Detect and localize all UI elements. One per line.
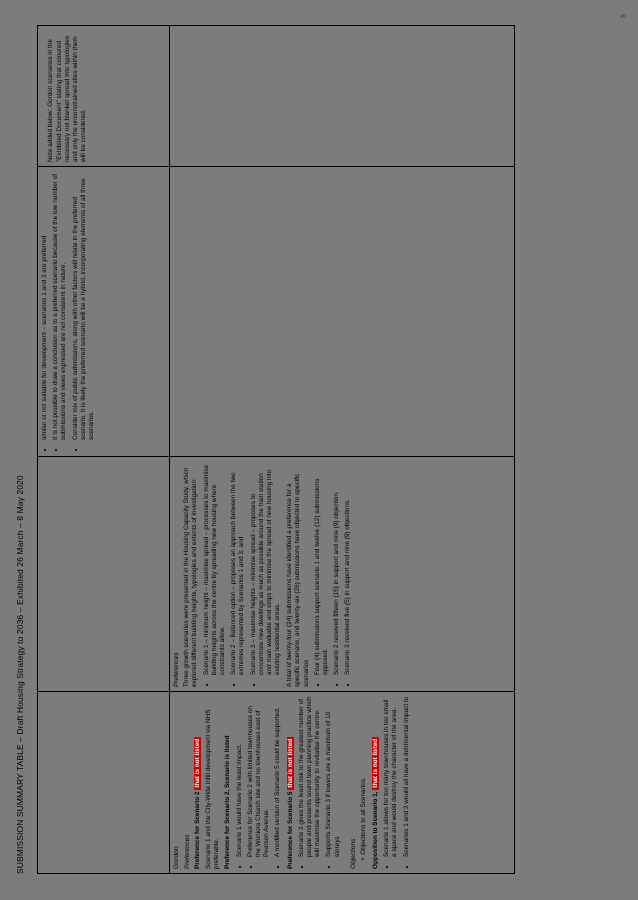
issue-paragraph-2: A total of twenty-four (24) submissions have identified a preference for a specific scenario, and twenty-six (26) submissions have objected to specific scenarios — [286, 473, 310, 687]
preference-line-2 — [205, 696, 221, 869]
redacted-highlight: that is not listed — [372, 738, 380, 788]
preferences-heading: Preferences — [183, 834, 191, 869]
page-number: 5 — [621, 14, 628, 18]
cell-submitter-gordon — [170, 692, 515, 874]
issue-paragraph: Three growth scenarios were presented in the Housing Capacity Study, which explored different building heights, typologies and extents of investigation: — [183, 467, 199, 687]
cell-issue-continued — [38, 457, 170, 692]
list-item: • Preference for Scenario 2 with limited townhouses on the Woniora Church site and no townhouses east of Pearson Avenue. — [247, 696, 272, 858]
list-item: • Objections to all Scenarios. — [360, 696, 368, 861]
list-item: • It is not possible to draw a conclusion as to a preferred scenario because of the low number of submissions and views expressed are not consistent in nature. — [52, 171, 68, 441]
recommendation-note: Note added below: Gordon scenarios in the "Exhibited Document" stating that coloured necessary not blanket spread into typologies and only the unconstrained sites within them will be considered. — [47, 35, 88, 162]
preference-bullet-list — [236, 696, 283, 869]
preference-line-2-text: Scenario 1 and the City-Wide infill development via NHS preferable. — [205, 709, 221, 869]
cell-issue-gordon — [170, 457, 515, 692]
cell-response-continued — [38, 167, 170, 457]
scenario-bullet-list — [203, 461, 283, 687]
preference-line-1 — [194, 696, 202, 869]
list-item: • Scenario 3 received five (5) in support and nine (9) objections. — [344, 461, 352, 676]
redacted-highlight: that is not listed — [193, 738, 201, 788]
page-title: SUBMISSION SUMMARY TABLE – Draft Housing Strategy to 2036 – Exhibited 26 March – 8 May 2020 — [15, 475, 25, 874]
list-item: • Scenario 1 would have the least impact. — [236, 696, 244, 858]
list-item: • Four (4) submissions support scenario 1 and twelve (12) submissions opposed. — [314, 461, 330, 676]
cell-response-gordon — [170, 167, 515, 457]
table-row — [170, 26, 515, 874]
objections-heading: Objections — [349, 838, 357, 869]
submission-summary-table — [37, 25, 515, 874]
suburb-name: Gordon — [173, 846, 180, 869]
preference-bullet-list-2 — [298, 696, 342, 869]
table-row — [38, 26, 170, 874]
list-item: • Scenario 3 gives the least risk to the greatest number of people and presents sound town planning practice which will maximise the opportunity to revitalise the centre. — [298, 696, 323, 858]
objection-bullet-list — [383, 696, 411, 869]
list-item: • Scenario 2 received fifteen (15) in support and nine (9) objection. — [333, 461, 341, 676]
preference-line-1-text: Preference for Scenario 2 that is not listed — [193, 738, 201, 869]
list-item: • Scenario 3 – maximise heights – minimise spread – proposes to concentrate new dwellings as much as possible around the train station and main walkable and strips to minimise the spread of new housing into existing residential areas. — [250, 461, 283, 676]
preference-line-4: Preference for Scenario 5 that is not listed — [286, 738, 294, 869]
cell-submitter-continued — [38, 692, 170, 874]
scenario-count-bullet-list — [314, 461, 353, 687]
list-item: • similar or not suitable for development – scenarios 1 and 3 are preferred — [41, 171, 49, 441]
list-item: • Scenario 2 – Balanced option – proposes an approach between the two extremes represented by Scenarios 1 and 3; and — [230, 461, 246, 676]
cell-recommendation-continued — [38, 26, 170, 167]
list-item: • Scenario 1 – minimum height – maximise spread – processes to maximise building heights across the centre by spreading new housing where constraints allow. — [203, 461, 228, 676]
list-item: • Scenario 1 allows for too many townhouses in too small a space and would destroy the character of the area. — [383, 696, 399, 858]
redacted-highlight: that is not listed — [286, 738, 294, 788]
preference-line-3 — [224, 696, 232, 869]
response-bullet-list — [41, 171, 96, 452]
objection-line-list — [360, 696, 368, 869]
cell-recommendation-gordon — [170, 26, 515, 167]
preference-line-3-text: Preference for Scenario 2, Scenario is listed — [224, 735, 232, 869]
objection-line-2: Opposition to Scenario 1, that is not listed — [372, 738, 380, 869]
list-item: • Consider mix of public submissions, along with other factors will relate in the preferred scenario. It is likely the preferred scenario will be a hybrid, incorporating elements of all three scenarios. — [72, 171, 97, 441]
list-item: • A modified version of Scenario 5 could be supported. — [274, 696, 282, 858]
list-item: • Scenarios 1 and 3 would all have a detrimental impact to — [403, 696, 411, 858]
list-item: • Supports Scenario 3 if towers are a maximum of 10 storeys — [325, 696, 341, 858]
issue-heading: Preferences — [173, 652, 180, 687]
